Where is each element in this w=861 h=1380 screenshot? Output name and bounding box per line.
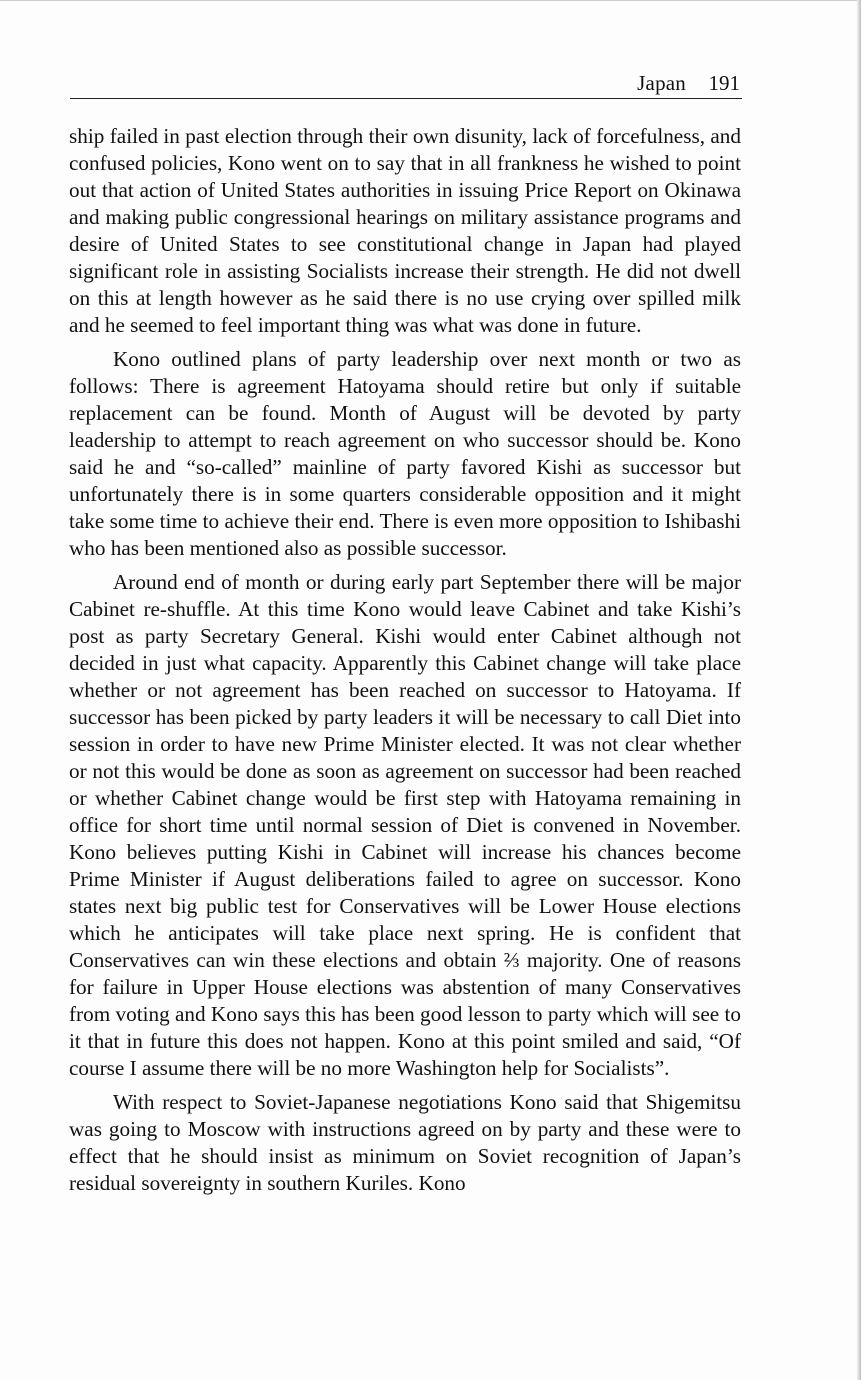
body-text [69,123,741,1204]
scan-edge-top [0,0,861,4]
paragraph-2: Kono outlined plans of party leadership over next month or two as follows: There is agreement Hatoyama should retire but only if suitable replacement can be found. Month of August will be devoted by party leadership to attempt to reach agreement on who successor should be. Kono said he and “so-called” mainline of party favored Kishi as successor but unfortunately there is in some quarters considerable opposition and it might take some time to achieve their end. There is even more opposition to Ishibashi who has been mentioned also as possible successor. [69,347,741,560]
paragraph-3: Around end of month or during early part September there will be major Cabinet re-shuffle. At this time Kono would leave Cabinet and take Kishi’s post as party Secretary General. Kishi would enter Cabinet although not decided in just what capacity. Apparently this Cabinet change will take place whether or not agreement has been reached on successor to Hatoyama. If successor has been picked by party leaders it will be necessary to call Diet into session in order to have new Prime Minister elected. It was not clear whether or not this would be done as soon as agreement on successor had been reached or whether Cabinet change would be first step with Hatoyama remaining in office for short time until normal session of Diet is convened in November. Kono believes putting Kishi in Cabinet will increase his chances become Prime Minister if August deliberations failed to agree on successor. Kono states next big public test for Conservatives will be Lower House elections which he anticipates will take place next spring. He is confident that Conservatives can win these elections and obtain ⅔ majority. One of reasons for failure in Upper House elections was abstention of many Conservatives from voting and Kono says this has been good lesson to party which will see to it that in future this does not happen. Kono at this point smiled and said, “Of course I assume there will be no more Washington help for Socialists”. [69,570,741,1080]
paragraph-4: With respect to Soviet-Japanese negotiations Kono said that Shigemitsu was going to Moscow with instructions agreed on by party and these were to effect that he should insist as minimum on Soviet recognition of Japan’s residual sovereignty in southern Kuriles. Kono [69,1090,741,1195]
paragraph-1: ship failed in past election through their own disunity, lack of forcefulness, and confused policies, Kono went on to say that in all frankness he wished to point out that action of United States authorities in issuing Price Report on Okinawa and making public congressional hearings on military assistance programs and desire of United States to see constitutional change in Japan had played significant role in assisting Socialists increase their strength. He did not dwell on this at length however as he said there is no use crying over spilled milk and he seemed to feel important thing was what was done in future. [69,124,741,337]
running-head [70,70,742,99]
page-number: 191 [708,71,740,95]
scan-edge-right [857,0,861,1380]
running-head-title: Japan [637,71,686,95]
